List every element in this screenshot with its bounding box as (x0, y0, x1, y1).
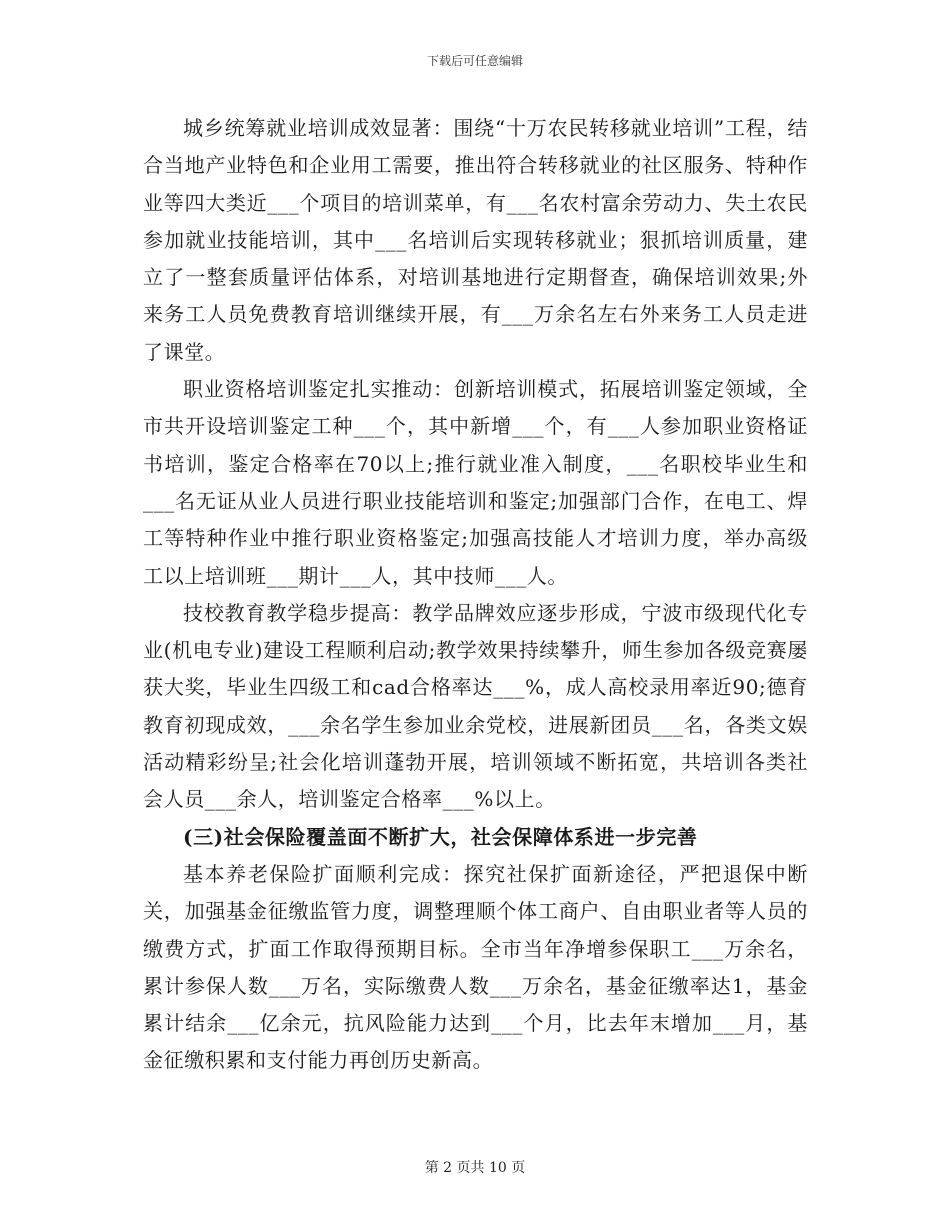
paragraph-urban-rural-training: 城乡统筹就业培训成效显著：围绕“十万农民转移就业培训”工程，结合当地产业特色和企业用工需要，推出符合转移就业的社区服务、特种作业等四大类近___个项目的培训菜单，有___名农村富余劳动力、失土农民参加就业技能培训，其中___名培训后实现转移就业；狠抓培训质量，建立了一整套质量评估体系，对培训基地进行定期督查，确保培训效果;外来务工人员免费教育培训继续开展，有___万余名左右外来务工人员走进了课堂。 (143, 116, 808, 364)
paragraph-pension-insurance: 基本养老保险扩面顺利完成：探究社保扩面新途径，严把退保中断关，加强基金征缴监管力度，调整理顺个体工商户、自由职业者等人员的缴费方式，扩面工作取得预期目标。全市当年净增参保职工___万余名，累计参保人数___万名，实际缴费人数___万余名，基金征缴率达1，基金累计结余___亿余元，抗风险能力达到___个月，比去年末增加___月，基金征缴积累和支付能力再创历史新高。 (143, 861, 808, 1073)
page-header: 下载后可任意编辑 (426, 54, 523, 68)
paragraph-vocational-qualification: 职业资格培训鉴定扎实推动：创新培训模式，拓展培训鉴定领域，全市共开设培训鉴定工种___个，其中新增___个，有___人参加职业资格证书培训，鉴定合格率在70以上;推行就业准入制度，___名职校毕业生和___名无证从业人员进行职业技能培训和鉴定;加强部门合作，在电工、焊工等特种作业中推行职业资格鉴定;加强高技能人才培训力度，举办高级工以上培训班___期计___人，其中技师___人。 (143, 377, 808, 588)
paragraph-technical-school: 技校教育教学稳步提高：教学品牌效应逐步形成，宁波市级现代化专业(机电专业)建设工程顺利启动;教学效果持续攀升，师生参加各级竞赛屡获大奖，毕业生四级工和cad合格率达___%，成人高校录用率近90;德育教育初现成效，___余名学生参加业余党校，进展新团员___名，各类文娱活动精彩纷呈;社会化培训蓬勃开展，培训领域不断拓宽，共培训各类社会人员___余人，培训鉴定合格率___%以上。 (143, 600, 809, 812)
page-number-footer: 第 2 页共 10 页 (424, 1160, 526, 1176)
section-heading: (三)社会保险覆盖面不断扩大，社会保障体系进一步完善 (183, 824, 698, 849)
document-body (143, 110, 808, 1080)
